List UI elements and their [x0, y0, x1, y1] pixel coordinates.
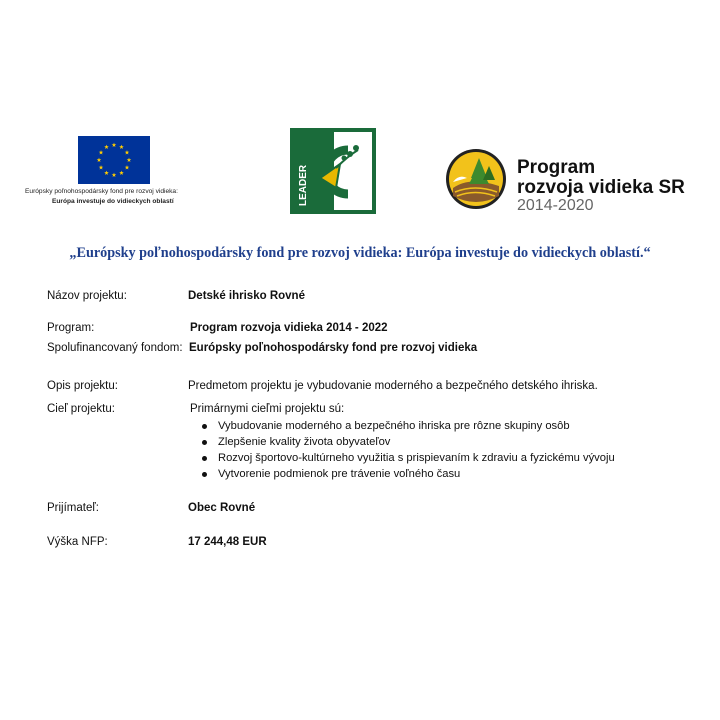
- bullet-icon: [202, 424, 207, 429]
- project-name-label: Názov projektu:: [47, 290, 127, 302]
- prv-years: 2014-2020: [517, 197, 594, 214]
- list-item-text: Rozvoj športovo-kultúrneho využitia s prispievaním k zdraviu a fyzickému vývoju: [218, 452, 615, 464]
- eu-caption-line1: Európsky poľnohospodársky fond pre rozvoj vidieka:: [25, 188, 178, 195]
- prv-emblem-logo: [445, 148, 507, 210]
- bullet-icon: [202, 472, 207, 477]
- description-value: Predmetom projektu je vybudovanie moderného a bezpečného detského ihriska.: [188, 380, 598, 392]
- list-item-text: Zlepšenie kvality života obyvateľov: [218, 436, 391, 448]
- list-item: [200, 434, 615, 450]
- cofinanced-label: Spolufinancovaný fondom:: [47, 342, 183, 354]
- cofinanced-value: Európsky poľnohospodársky fond pre rozvoj vidieka: [189, 342, 478, 354]
- list-item-text: Vytvorenie podmienok pre trávenie voľného času: [218, 468, 461, 480]
- page-heading: „Európsky poľnohospodársky fond pre rozvoj vidieka: Európa investuje do vidieckych oblastí.“: [69, 245, 651, 261]
- eu-flag-logo: [78, 136, 150, 184]
- list-item-text: Vybudovanie moderného a bezpečného ihriska pre rôzne skupiny osôb: [218, 420, 570, 432]
- goal-intro: Primárnymi cieľmi projektu sú:: [190, 403, 345, 415]
- bullet-icon: [202, 456, 207, 461]
- amount-value: 17 244,48 EUR: [188, 536, 267, 548]
- prv-title-line2: rozvoja vidieka SR: [517, 177, 685, 198]
- goal-list: [200, 418, 615, 482]
- recipient-value: Obec Rovné: [188, 502, 256, 514]
- program-value: Program rozvoja vidieka 2014 - 2022: [190, 322, 388, 334]
- bullet-icon: [202, 440, 207, 445]
- list-item: [200, 466, 615, 482]
- leader-logo-text: LEADER: [298, 164, 309, 206]
- project-name-value: Detské ihrisko Rovné: [188, 290, 305, 302]
- program-label: Program:: [47, 322, 95, 334]
- list-item: [200, 418, 615, 434]
- description-label: Opis projektu:: [47, 380, 118, 392]
- leader-logo: [290, 128, 376, 214]
- recipient-label: Prijímateľ:: [47, 502, 99, 514]
- prv-title-line1: Program: [517, 157, 596, 178]
- eu-caption-line2: Európa investuje do vidieckych oblastí: [52, 198, 174, 205]
- eu-stars-icon: [78, 136, 150, 184]
- amount-label: Výška NFP:: [47, 536, 108, 548]
- list-item: [200, 450, 615, 466]
- goal-label: Cieľ projektu:: [47, 403, 115, 415]
